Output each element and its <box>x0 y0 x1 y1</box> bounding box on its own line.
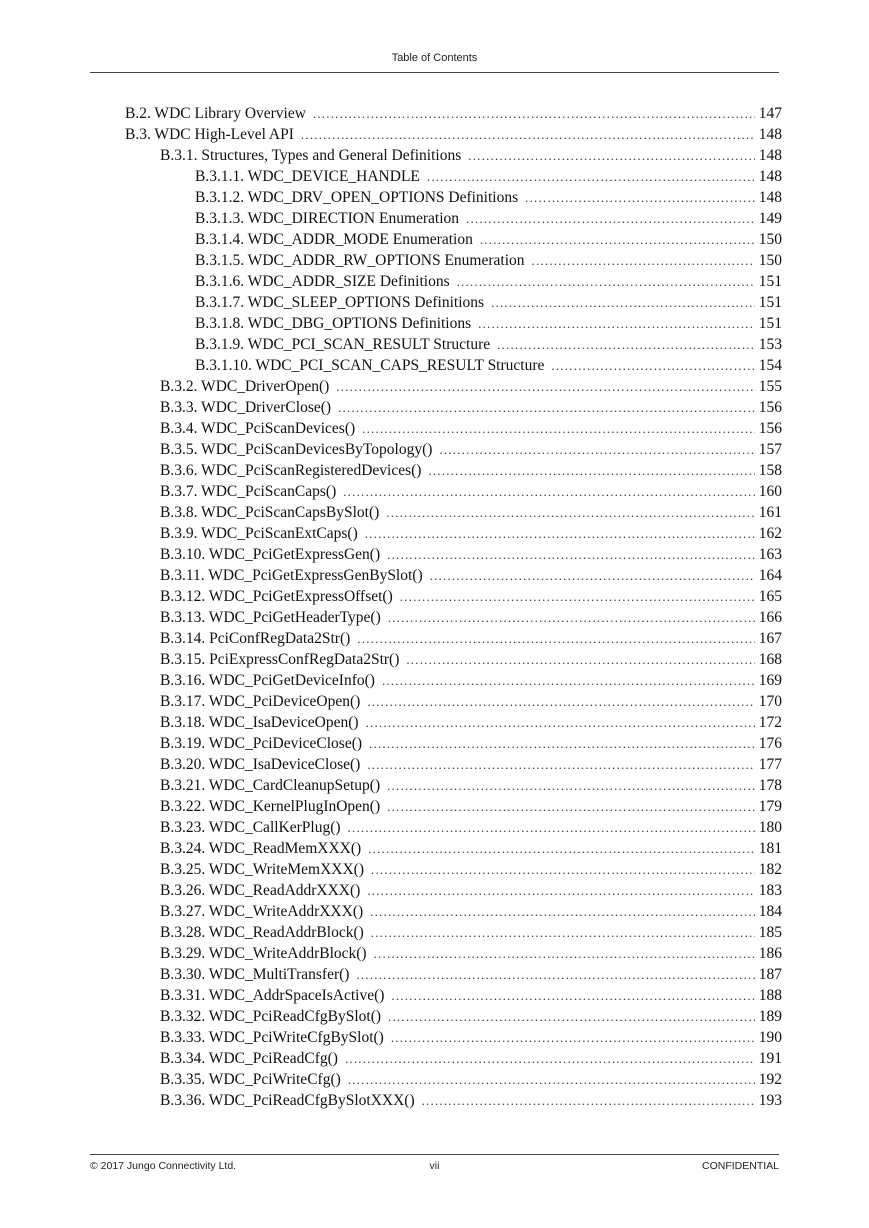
toc-dot-leader <box>439 439 754 460</box>
toc-dot-leader <box>301 124 755 145</box>
toc-entry-page-number: 178 <box>758 777 782 794</box>
toc-entry-label: B.3.1.6. WDC_ADDR_SIZE Definitions <box>195 273 450 290</box>
toc-entry-label: B.3.11. WDC_PciGetExpressGenBySlot() <box>160 567 423 584</box>
toc-entry-label: B.3.1.1. WDC_DEVICE_HANDLE <box>195 168 420 185</box>
toc-entry[interactable] <box>160 397 782 418</box>
toc-entry[interactable] <box>160 145 782 166</box>
toc-dot-leader <box>468 145 754 166</box>
toc-entry-label: B.3.27. WDC_WriteAddrXXX() <box>160 903 364 920</box>
toc-entry[interactable] <box>160 859 782 880</box>
toc-entry-page-number: 164 <box>758 567 782 584</box>
toc-entry[interactable] <box>160 985 782 1006</box>
toc-entry[interactable] <box>160 481 782 502</box>
toc-dot-leader <box>406 649 754 670</box>
toc-entry-page-number: 165 <box>758 588 782 605</box>
toc-entry-page-number: 183 <box>758 882 782 899</box>
toc-entry[interactable] <box>195 355 782 376</box>
toc-entry-page-number: 148 <box>758 168 782 185</box>
toc-entry[interactable] <box>160 460 782 481</box>
toc-dot-leader <box>391 1027 755 1048</box>
toc-entry-page-number: 168 <box>758 651 782 668</box>
toc-entry[interactable] <box>160 439 782 460</box>
toc-entry[interactable] <box>195 292 782 313</box>
footer-page-number: vii <box>429 1160 440 1172</box>
toc-entry-label: B.3.6. WDC_PciScanRegisteredDevices() <box>160 462 422 479</box>
toc-entry-page-number: 148 <box>758 147 782 164</box>
toc-entry-label: B.3.13. WDC_PciGetHeaderType() <box>160 609 381 626</box>
running-header-title: Table of Contents <box>391 52 478 64</box>
toc-entry[interactable] <box>195 187 782 208</box>
toc-entry-label: B.3.33. WDC_PciWriteCfgBySlot() <box>160 1029 384 1046</box>
toc-dot-leader <box>532 250 755 271</box>
toc-entry[interactable] <box>195 229 782 250</box>
toc-entry-page-number: 162 <box>758 525 782 542</box>
toc-dot-leader <box>478 313 755 334</box>
toc-entry[interactable] <box>160 691 782 712</box>
toc-dot-leader <box>338 397 755 418</box>
footer-classification: CONFIDENTIAL <box>701 1160 779 1172</box>
toc-entry-label: B.3.31. WDC_AddrSpaceIsActive() <box>160 987 385 1004</box>
toc-entry-label: B.3.34. WDC_PciReadCfg() <box>160 1050 338 1067</box>
toc-entry[interactable] <box>160 523 782 544</box>
toc-dot-leader <box>386 502 754 523</box>
toc-entry-page-number: 149 <box>758 210 782 227</box>
toc-dot-leader <box>387 544 755 565</box>
toc-entry-label: B.3.23. WDC_CallKerPlug() <box>160 819 341 836</box>
toc-entry[interactable] <box>160 565 782 586</box>
toc-entry[interactable] <box>160 754 782 775</box>
toc-entry[interactable] <box>160 901 782 922</box>
toc-entry[interactable] <box>160 607 782 628</box>
toc-entry-page-number: 190 <box>758 1029 782 1046</box>
toc-entry-page-number: 157 <box>758 441 782 458</box>
toc-dot-leader <box>345 1048 755 1069</box>
toc-entry[interactable] <box>160 1006 782 1027</box>
toc-dot-leader <box>348 1069 755 1090</box>
toc-entry-page-number: 153 <box>758 336 782 353</box>
toc-entry-page-number: 189 <box>758 1008 782 1025</box>
toc-entry-page-number: 185 <box>758 924 782 941</box>
header-divider <box>90 72 779 73</box>
toc-entry[interactable] <box>160 649 782 670</box>
toc-entry-label: B.3.28. WDC_ReadAddrBlock() <box>160 924 364 941</box>
toc-entry-page-number: 167 <box>758 630 782 647</box>
toc-entry-label: B.3.21. WDC_CardCleanupSetup() <box>160 777 381 794</box>
toc-dot-leader <box>457 271 755 292</box>
toc-dot-leader <box>428 460 754 481</box>
toc-entry-label: B.3.1.2. WDC_DRV_OPEN_OPTIONS Definitions <box>195 189 519 206</box>
toc-entry-page-number: 188 <box>758 987 782 1004</box>
toc-entry-page-number: 176 <box>758 735 782 752</box>
toc-entry-label: B.3.1.7. WDC_SLEEP_OPTIONS Definitions <box>195 294 485 311</box>
toc-entry[interactable] <box>125 103 782 124</box>
toc-entry-label: B.3.4. WDC_PciScanDevices() <box>160 420 356 437</box>
toc-entry-page-number: 191 <box>758 1050 782 1067</box>
toc-entry[interactable] <box>160 1027 782 1048</box>
toc-entry[interactable] <box>160 586 782 607</box>
toc-dot-leader <box>371 922 755 943</box>
toc-dot-leader <box>366 712 755 733</box>
toc-entry-label: B.3.3. WDC_DriverClose() <box>160 399 332 416</box>
toc-entry-label: B.3.30. WDC_MultiTransfer() <box>160 966 350 983</box>
toc-entry-page-number: 181 <box>758 840 782 857</box>
toc-entry-page-number: 187 <box>758 966 782 983</box>
toc-dot-leader <box>388 1006 755 1027</box>
toc-entry-label: B.3.29. WDC_WriteAddrBlock() <box>160 945 367 962</box>
toc-entry[interactable] <box>195 208 782 229</box>
toc-dot-leader <box>374 943 755 964</box>
toc-entry-page-number: 156 <box>758 420 782 437</box>
toc-entry-label: B.3.9. WDC_PciScanExtCaps() <box>160 525 358 542</box>
toc-dot-leader <box>466 208 755 229</box>
toc-entry[interactable] <box>195 166 782 187</box>
toc-entry-label: B.3.1.3. WDC_DIRECTION Enumeration <box>195 210 460 227</box>
toc-dot-leader <box>422 1090 755 1111</box>
toc-dot-leader <box>367 880 754 901</box>
toc-entry-page-number: 150 <box>758 252 782 269</box>
toc-dot-leader <box>357 628 754 649</box>
toc-entry-label: B.3.19. WDC_PciDeviceClose() <box>160 735 363 752</box>
toc-entry[interactable] <box>195 271 782 292</box>
toc-dot-leader <box>348 817 755 838</box>
toc-dot-leader <box>525 187 755 208</box>
toc-entry-label: B.3.15. PciExpressConfRegData2Str() <box>160 651 400 668</box>
toc-entry-label: B.3.14. PciConfRegData2Str() <box>160 630 351 647</box>
toc-dot-leader <box>430 565 755 586</box>
toc-entry-label: B.3.2. WDC_DriverOpen() <box>160 378 330 395</box>
toc-entry-page-number: 148 <box>758 126 782 143</box>
toc-entry-page-number: 151 <box>758 315 782 332</box>
toc-entry-label: B.3.1. Structures, Types and General Definitions <box>160 147 462 164</box>
toc-entry-page-number: 166 <box>758 609 782 626</box>
toc-entry-page-number: 161 <box>758 504 782 521</box>
toc-dot-leader <box>388 607 755 628</box>
toc-entry-label: B.3.5. WDC_PciScanDevicesByTopology() <box>160 441 433 458</box>
toc-entry-label: B.3.18. WDC_IsaDeviceOpen() <box>160 714 359 731</box>
toc-entry[interactable] <box>125 124 782 145</box>
toc-dot-leader <box>367 691 754 712</box>
toc-entry-label: B.3.1.9. WDC_PCI_SCAN_RESULT Structure <box>195 336 491 353</box>
toc-entry[interactable] <box>195 334 782 355</box>
toc-entry-label: B.3. WDC High-Level API <box>125 126 294 143</box>
toc-entry[interactable] <box>160 796 782 817</box>
toc-entry-label: B.3.17. WDC_PciDeviceOpen() <box>160 693 361 710</box>
toc-entry-page-number: 163 <box>758 546 782 563</box>
toc-entry-page-number: 154 <box>758 357 782 374</box>
toc-dot-leader <box>336 376 754 397</box>
toc-entry[interactable] <box>160 418 782 439</box>
toc-dot-leader <box>362 418 755 439</box>
toc-entry-page-number: 147 <box>758 105 782 122</box>
toc-entry-page-number: 148 <box>758 189 782 206</box>
toc-entry-label: B.3.7. WDC_PciScanCaps() <box>160 483 337 500</box>
toc-entry[interactable] <box>160 943 782 964</box>
toc-dot-leader <box>370 901 755 922</box>
toc-entry-label: B.3.1.5. WDC_ADDR_RW_OPTIONS Enumeration <box>195 252 525 269</box>
toc-dot-leader <box>480 229 755 250</box>
toc-dot-leader <box>382 670 755 691</box>
toc-entry-page-number: 179 <box>758 798 782 815</box>
toc-entry[interactable] <box>160 628 782 649</box>
toc-dot-leader <box>369 733 755 754</box>
toc-dot-leader <box>365 523 755 544</box>
toc-entry[interactable] <box>160 1069 782 1090</box>
toc-entry[interactable] <box>160 712 782 733</box>
toc-entry-page-number: 177 <box>758 756 782 773</box>
toc-entry-label: B.2. WDC Library Overview <box>125 105 306 122</box>
toc-dot-leader <box>313 103 755 124</box>
toc-dot-leader <box>371 859 755 880</box>
toc-entry-page-number: 172 <box>758 714 782 731</box>
toc-entry[interactable] <box>160 838 782 859</box>
toc-entry[interactable] <box>160 376 782 397</box>
page-footer <box>90 1160 779 1176</box>
toc-entry-page-number: 151 <box>758 273 782 290</box>
toc-entry-page-number: 150 <box>758 231 782 248</box>
footer-divider <box>90 1154 779 1155</box>
toc-entry-label: B.3.1.10. WDC_PCI_SCAN_CAPS_RESULT Structure <box>195 357 545 374</box>
toc-entry-page-number: 186 <box>758 945 782 962</box>
toc-entry[interactable] <box>160 502 782 523</box>
toc-entry-page-number: 182 <box>758 861 782 878</box>
toc-entry[interactable] <box>195 250 782 271</box>
toc-entry-page-number: 156 <box>758 399 782 416</box>
toc-entry-label: B.3.16. WDC_PciGetDeviceInfo() <box>160 672 375 689</box>
toc-entry[interactable] <box>160 880 782 901</box>
toc-entry-page-number: 160 <box>758 483 782 500</box>
toc-entry-label: B.3.12. WDC_PciGetExpressOffset() <box>160 588 393 605</box>
toc-entry-label: B.3.36. WDC_PciReadCfgBySlotXXX() <box>160 1092 415 1109</box>
toc-entry[interactable] <box>195 313 782 334</box>
toc-entry[interactable] <box>160 964 782 985</box>
toc-entry-page-number: 169 <box>758 672 782 689</box>
toc-entry-page-number: 184 <box>758 903 782 920</box>
toc-entry-page-number: 180 <box>758 819 782 836</box>
toc-dot-leader <box>368 838 755 859</box>
toc-entry-page-number: 193 <box>758 1092 782 1109</box>
toc-dot-leader <box>400 586 755 607</box>
toc-dot-leader <box>551 355 754 376</box>
toc-entry-page-number: 151 <box>758 294 782 311</box>
toc-dot-leader <box>427 166 755 187</box>
toc-dot-leader <box>367 754 754 775</box>
toc-dot-leader <box>356 964 754 985</box>
toc-entry[interactable] <box>160 817 782 838</box>
toc-entry-label: B.3.20. WDC_IsaDeviceClose() <box>160 756 361 773</box>
toc-entry[interactable] <box>160 670 782 691</box>
footer-copyright: © 2017 Jungo Connectivity Ltd. <box>90 1160 237 1172</box>
toc-dot-leader <box>391 985 754 1006</box>
toc-dot-leader <box>491 292 755 313</box>
toc-dot-leader <box>387 796 755 817</box>
toc-entry-label: B.3.35. WDC_PciWriteCfg() <box>160 1071 341 1088</box>
toc-entry-label: B.3.25. WDC_WriteMemXXX() <box>160 861 365 878</box>
toc-entry[interactable] <box>160 733 782 754</box>
toc-entry[interactable] <box>160 1090 782 1111</box>
toc-entry-label: B.3.24. WDC_ReadMemXXX() <box>160 840 362 857</box>
toc-entry-label: B.3.1.4. WDC_ADDR_MODE Enumeration <box>195 231 473 248</box>
toc-entry-page-number: 170 <box>758 693 782 710</box>
toc-entry-page-number: 158 <box>758 462 782 479</box>
toc-entry-label: B.3.32. WDC_PciReadCfgBySlot() <box>160 1008 382 1025</box>
toc-dot-leader <box>387 775 755 796</box>
toc-entry[interactable] <box>160 922 782 943</box>
toc-entry-label: B.3.10. WDC_PciGetExpressGen() <box>160 546 381 563</box>
toc-entry-label: B.3.1.8. WDC_DBG_OPTIONS Definitions <box>195 315 472 332</box>
toc-entry-page-number: 192 <box>758 1071 782 1088</box>
toc-entry-page-number: 155 <box>758 378 782 395</box>
toc-entry-label: B.3.26. WDC_ReadAddrXXX() <box>160 882 361 899</box>
toc-dot-leader <box>343 481 755 502</box>
toc-entry[interactable] <box>160 544 782 565</box>
toc-entry[interactable] <box>160 775 782 796</box>
toc-entry[interactable] <box>160 1048 782 1069</box>
toc-entry-label: B.3.8. WDC_PciScanCapsBySlot() <box>160 504 380 521</box>
toc-dot-leader <box>497 334 755 355</box>
toc-entry-label: B.3.22. WDC_KernelPlugInOpen() <box>160 798 381 815</box>
